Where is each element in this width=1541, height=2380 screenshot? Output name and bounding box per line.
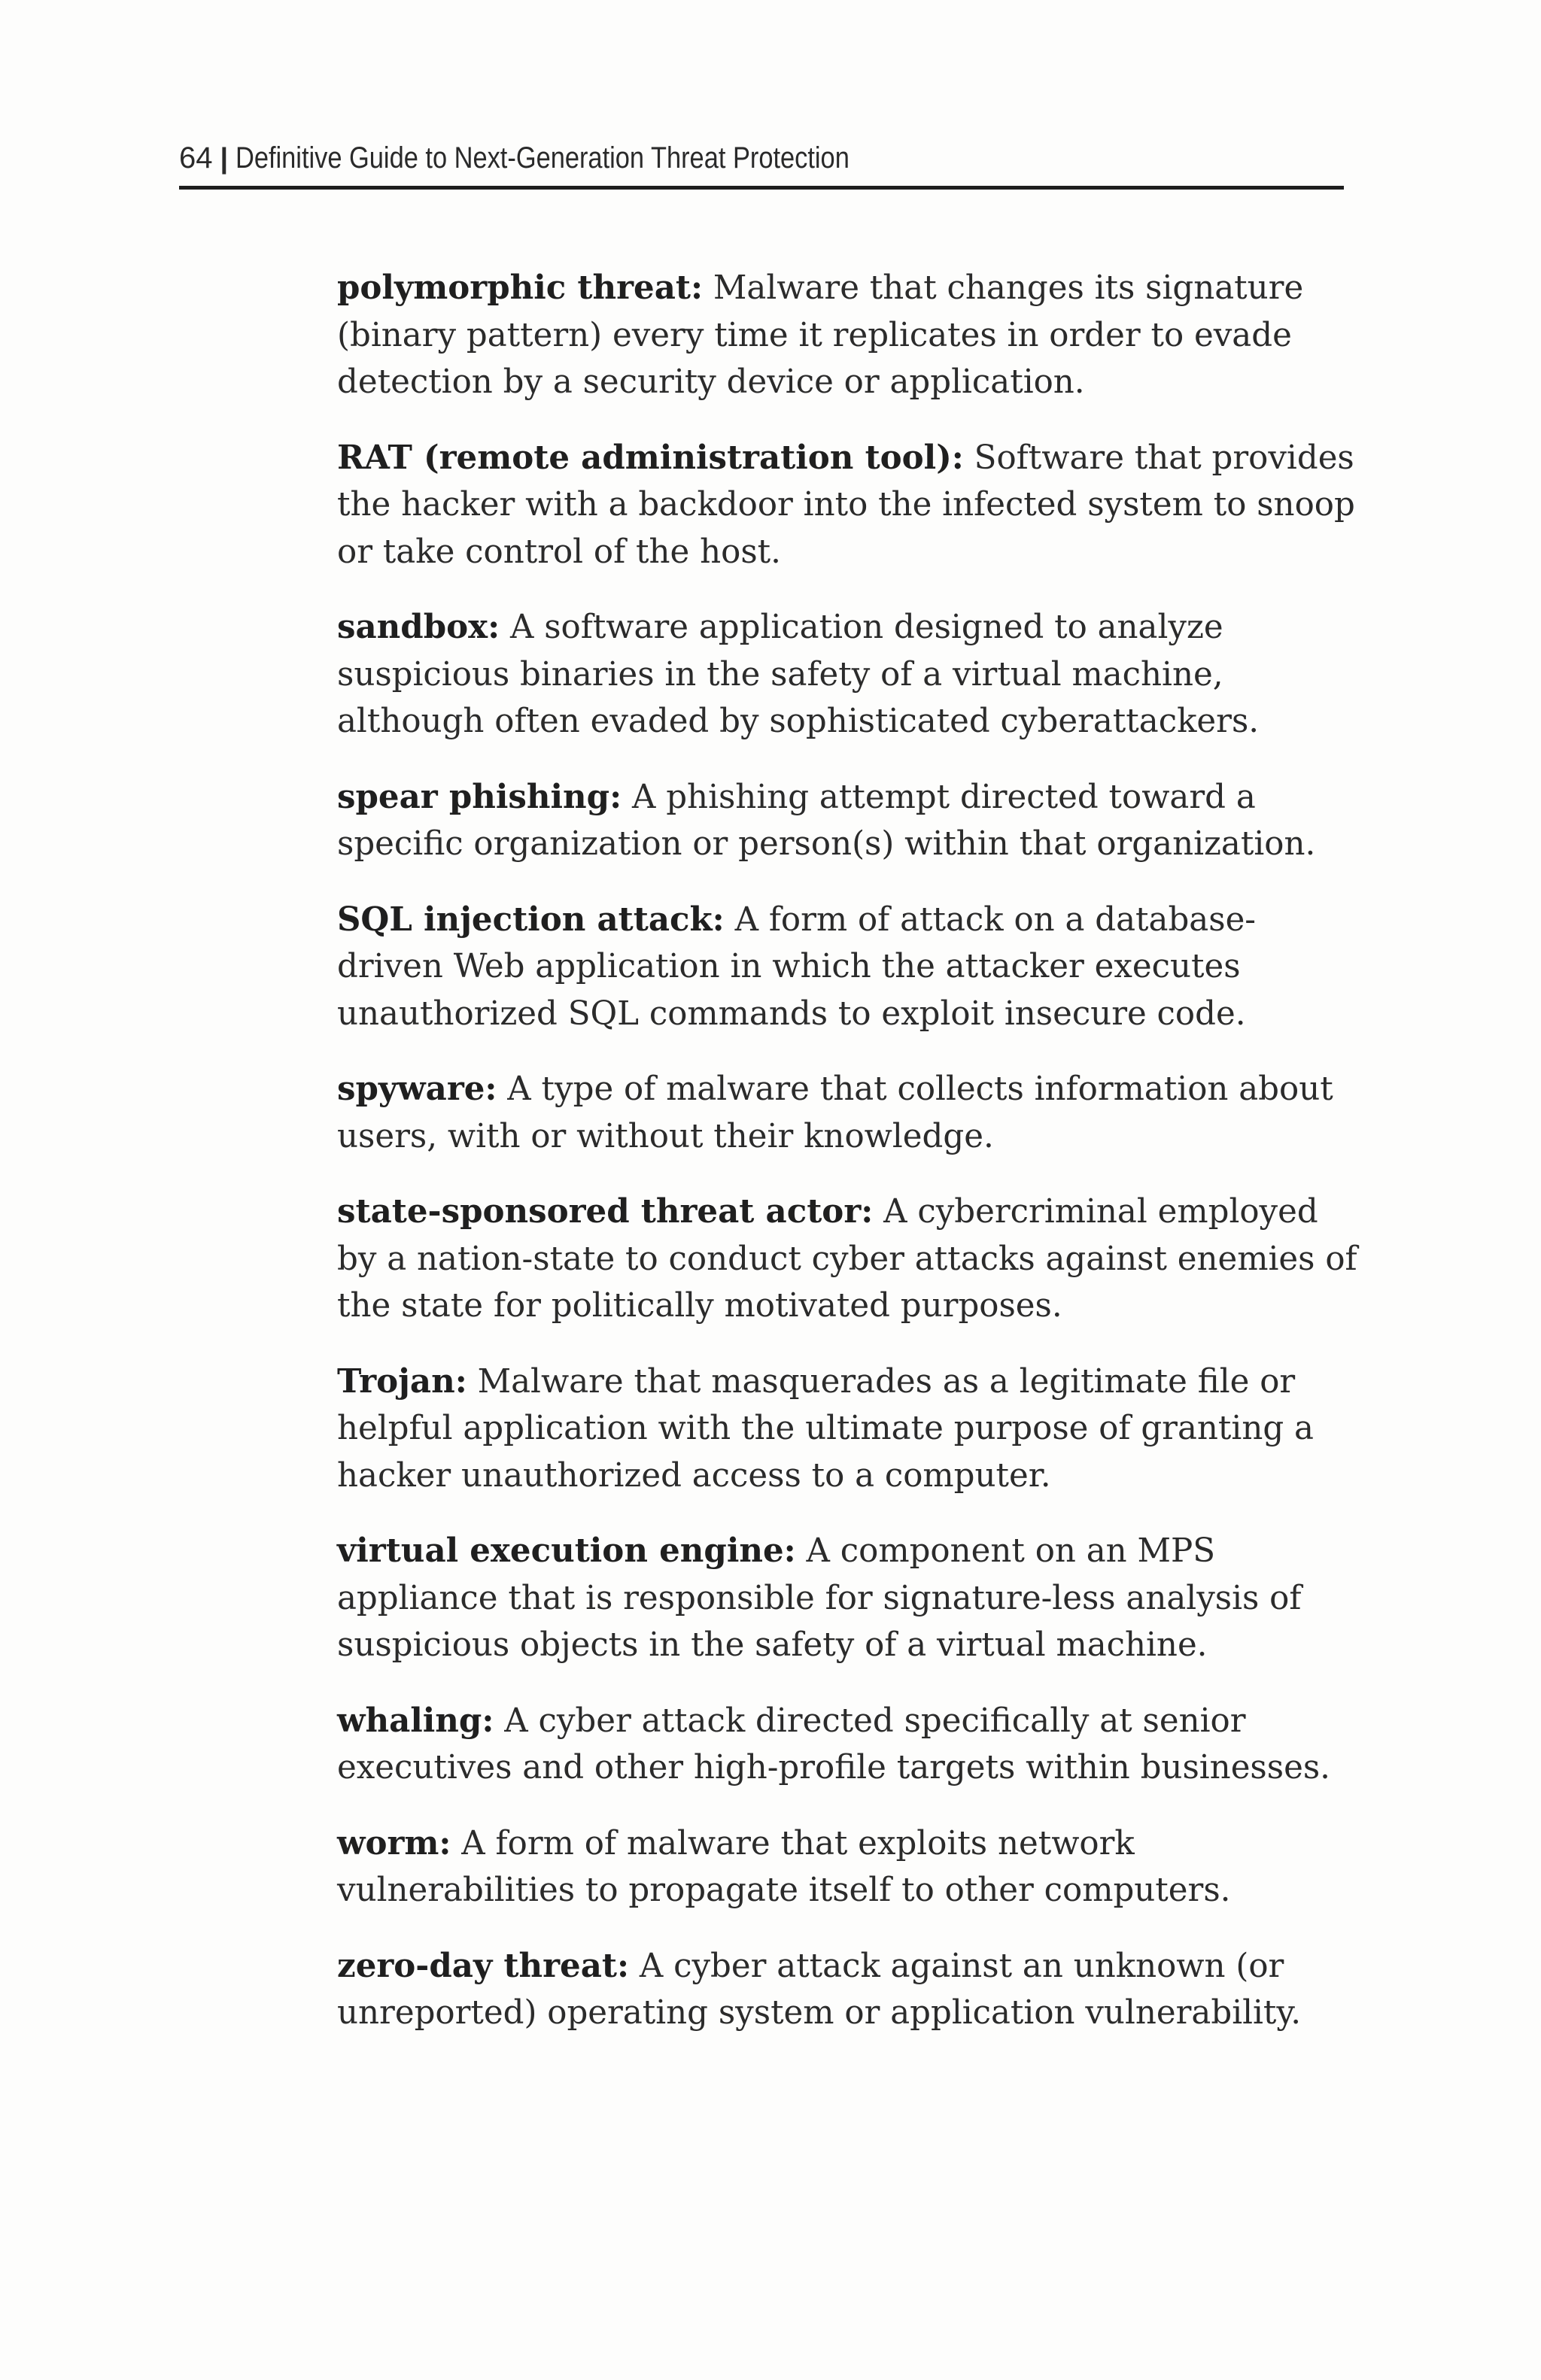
page-number: 64 [179, 141, 213, 175]
book-title: Definitive Guide to Next-Generation Threat Protection [236, 141, 850, 175]
glossary-definition: A cyber attack directed specifically at senior executives and other high-profile targets within businesses. [337, 1702, 1330, 1787]
glossary-definition: A cybercriminal employed by a nation-state to conduct cyber attacks against enemies of the state for politically motivated purposes. [337, 1193, 1357, 1325]
header-separator: | [220, 143, 229, 175]
glossary-term: zero-day threat: [337, 1946, 630, 1985]
glossary-entry-trojan [337, 1358, 1360, 1500]
glossary-term: state-sponsored threat actor: [337, 1192, 874, 1231]
glossary-definition: A type of malware that collects information about users, with or without their knowledge. [337, 1070, 1333, 1155]
glossary-list [337, 265, 1360, 2066]
running-header [179, 138, 1344, 190]
glossary-term: SQL injection attack: [337, 900, 725, 939]
glossary-entry-state-sponsored-threat-actor [337, 1188, 1360, 1330]
glossary-term: worm: [337, 1823, 451, 1862]
glossary-definition: Malware that masquerades as a legitimate file or helpful application with the ultimate purpose of granting a hacker unauthorized access to a computer. [337, 1362, 1314, 1495]
glossary-term: spyware: [337, 1070, 497, 1108]
glossary-entry-sandbox [337, 604, 1360, 745]
glossary-entry-virtual-execution-engine [337, 1528, 1360, 1669]
glossary-definition: A software application designed to analyze suspicious binaries in the safety of a virtual machine, although often evaded by sophisticated cyberattackers. [337, 609, 1260, 740]
glossary-definition: Malware that changes its signature (binary pattern) every time it replicates in order to evade detection by a security device or application. [337, 269, 1304, 401]
glossary-entry-worm [337, 1820, 1360, 1914]
glossary-entry-rat [337, 435, 1360, 576]
glossary-term: RAT (remote administration tool): [337, 438, 964, 477]
glossary-term: polymorphic threat: [337, 269, 704, 307]
glossary-definition: A form of attack on a database-driven Web application in which the attacker executes unauthorized SQL commands to exploit insecure code. [337, 900, 1257, 1033]
glossary-entry-zero-day-threat [337, 1943, 1360, 2037]
glossary-definition: A cyber attack against an unknown (or unreported) operating system or application vulnerability. [337, 1947, 1302, 2032]
glossary-entry-polymorphic-threat [337, 265, 1360, 406]
glossary-entry-spear-phishing [337, 774, 1360, 868]
glossary-entry-whaling [337, 1698, 1360, 1792]
glossary-definition: Software that provides the hacker with a backdoor into the infected system to snoop or take control of the host. [337, 439, 1355, 571]
glossary-entry-sql-injection-attack [337, 897, 1360, 1038]
glossary-definition: A component on an MPS appliance that is responsible for signature-less analysis of suspicious objects in the safety of a virtual machine. [337, 1532, 1302, 1664]
glossary-term: Trojan: [337, 1362, 467, 1401]
glossary-term: virtual execution engine: [337, 1532, 796, 1570]
glossary-term: spear phishing: [337, 777, 622, 816]
glossary-definition: A phishing attempt directed toward a specific organization or person(s) within that organization. [337, 778, 1316, 863]
glossary-term: sandbox: [337, 608, 500, 646]
glossary-term: whaling: [337, 1701, 494, 1740]
glossary-entry-spyware [337, 1066, 1360, 1160]
glossary-definition: A form of malware that exploits network vulnerabilities to propagate itself to other computers. [337, 1824, 1231, 1909]
